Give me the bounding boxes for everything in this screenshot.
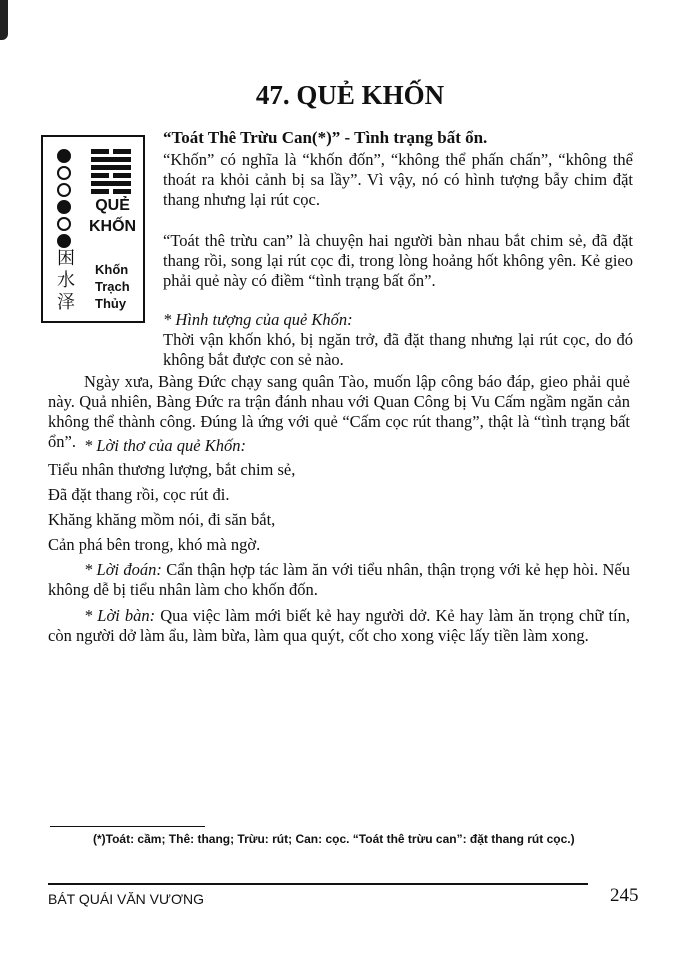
hexagram-line (91, 149, 131, 154)
hexagram-line (91, 165, 131, 170)
running-footer: BÁT QUÁI VĂN VƯƠNG (48, 891, 204, 907)
paragraph-4: Ngày xưa, Bàng Đức chạy sang quân Tào, muốn lập công báo đáp, gieo phải quẻ này. Quả nhiên, Bàng Đức ra trận đánh nhau với Quan Công bị Vu Cấm ngầm ngăn cản không thể thành công. Đúng là ứng với quẻ “Cấm cọc rút thang”, thật là “tình trạng bất ổn”. (48, 372, 630, 451)
image-label-text: * Hình tượng của quẻ Khốn: (163, 310, 353, 329)
paragraph-3: Thời vận khốn khó, bị ngăn trở, đã đặt thang nhưng lại rút cọc, do đó không bắt được con sẻ nào. (163, 330, 633, 369)
circle-mark (57, 217, 71, 231)
circle-column (57, 149, 71, 251)
commentary-text: Qua việc làm mới biết kẻ hay người dở. Kẻ hay làm ăn trọng chữ tín, còn người dở làm ẩu, làm bừa, làm qua quýt, cốt cho xong việc lấy tiền làm xong. (48, 606, 630, 645)
poem-line: Cản phá bên trong, khó mà ngờ. (48, 535, 261, 554)
label-2: KHỐN (89, 218, 137, 235)
sub-1: Khốn (95, 262, 129, 277)
hexagram-line (91, 189, 131, 194)
hexagram-label (89, 195, 136, 237)
page-title: 47. QUẺ KHỐN (255, 80, 445, 110)
label-1: QUẺ (95, 197, 130, 214)
chinese-characters: 困水泽 (57, 248, 75, 312)
circle-mark (57, 149, 71, 163)
poem-line: Khăng khăng mồm nói, đi săn bắt, (48, 510, 276, 529)
sub-3: Thủy (95, 296, 127, 311)
circle-mark (57, 166, 71, 180)
paragraph-2: “Toát thê trừu can” là chuyện hai người bàn nhau bắt chim sẻ, đã đặt thang rồi, song lại rút cọc đi, trong lòng hoảng hốt không yên. Kẻ gieo phải quẻ này có điềm “tình trạng bất ổn”. (163, 231, 633, 290)
sub-2: Trạch (95, 279, 130, 294)
page-number: 245 (610, 885, 639, 906)
hexagram-line (91, 181, 131, 186)
hexagram-box (41, 135, 145, 323)
footer-divider (48, 883, 588, 885)
prediction (48, 560, 630, 600)
circle-mark (57, 183, 71, 197)
image-label (163, 310, 633, 330)
poem-label-text: * Lời thơ của quẻ Khốn: (84, 436, 246, 455)
scan-edge (0, 0, 8, 40)
commentary-label: * Lời bàn: (84, 606, 156, 625)
poem-line: Đã đặt thang rồi, cọc rút đi. (48, 485, 230, 504)
hexagram-subtitle (95, 261, 130, 312)
section-heading: “Toát Thê Trừu Can(*)” - Tình trạng bất ổn. (163, 128, 488, 147)
prediction-text: Cẩn thận hợp tác làm ăn với tiểu nhân, thận trọng với kẻ hẹp hòi. Nếu không dễ bị tiểu nhân làm cho khốn đốn. (48, 560, 631, 599)
footnote-divider (50, 826, 205, 827)
circle-mark (57, 234, 71, 248)
footnote: (*)Toát: cầm; Thê: thang; Trừu: rút; Can: cọc. “Toát thê trừu can”: đặt thang rút cọc.) (93, 832, 575, 846)
commentary (48, 606, 630, 646)
hexagram-line (91, 173, 131, 178)
circle-mark (57, 200, 71, 214)
hexagram-line (91, 157, 131, 162)
hexagram-icon (91, 149, 131, 197)
prediction-label: * Lời đoán: (84, 560, 162, 579)
paragraph-1: “Khốn” có nghĩa là “khốn đốn”, “không thể phấn chấn”, “không thể thoát ra khỏi cảnh bị sa lầy”. Vì vậy, nó có hình tượng bẫy chim đặt thang nhưng lại rút cọc. (163, 150, 633, 209)
poem-line: Tiểu nhân thương lượng, bắt chim sẻ, (48, 460, 296, 479)
poem-label (48, 436, 630, 456)
